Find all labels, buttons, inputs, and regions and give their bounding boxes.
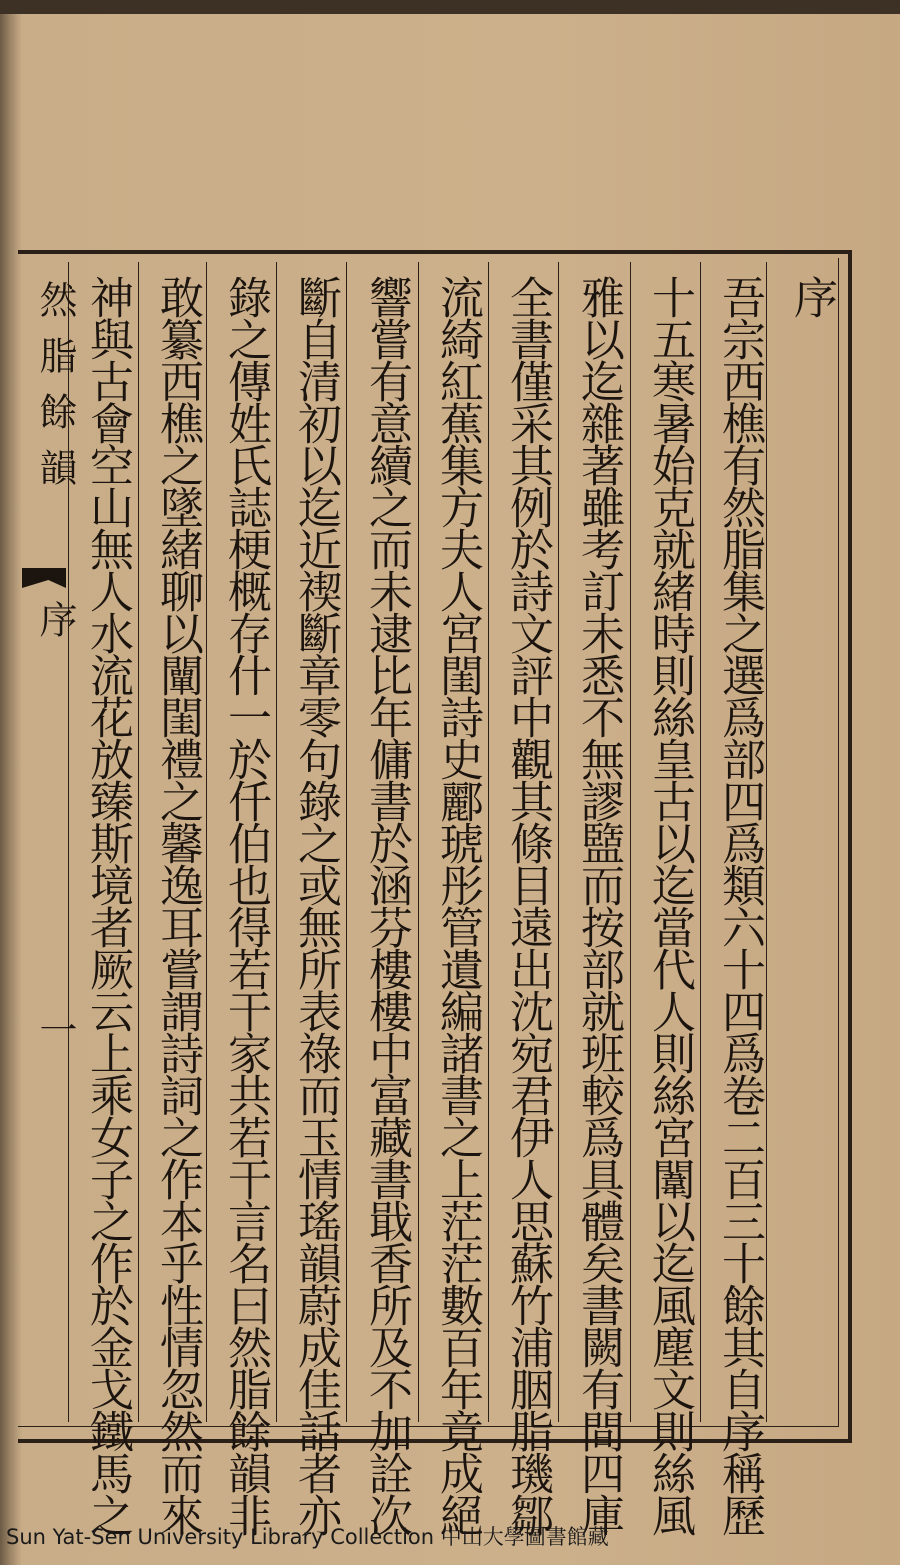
text-column: 神與古會空山無人水流花放臻斯境者厥云上乘女子之作於金戈鐵馬之 [82,275,133,1535]
text-column: 斷自清初以迄近禊斷章零句錄之或無所表祿而玉情瑤韻蔚成佳話者亦 [290,275,341,1535]
top-edge [0,0,900,14]
book-title: 然脂餘韻 [33,280,77,504]
text-column: 十五寒暑始克就緒時則絲皇古以迄當代人則絲宮闈以迄風塵文則絲風 [644,275,695,1535]
text-column: 錄之傳姓氏誌梗概存什一於仟伯也得若干家共若干言名曰然脂餘韻非 [220,275,271,1535]
text-column: 全書僅采其例於詩文評中觀其條目遠出沈宛君伊人思蘇竹浦胭脂璣鄒 [502,275,553,1535]
collection-credit: Sun Yat-Sen University Library Collection 中山大學圖書館藏 [6,1525,609,1549]
text-column: 流綺紅蕉集方夫人宮閨詩史酈琥彤管遺編諸書之上茫茫數百年竟成絕 [432,275,483,1535]
preface-heading: 序 [786,275,837,317]
text-column: 響嘗有意續之而未逮比年傭書於涵芬樓樓中富藏書戢香所及不加詮次 [361,275,412,1535]
text-column: 敢纂西樵之墜緒聊以闡閨禮之馨逸耳嘗謂詩詞之作本乎性情忽然而來 [152,275,203,1535]
text-column: 雅以迄雜著雖考訂未悉不無謬盬而按部就班較爲具體矣書闕有間四庫 [573,275,624,1535]
column-rule [766,262,835,1422]
section-label: 序 [33,600,77,656]
text-column: 吾宗西樵有然脂集之選爲部四爲類六十四爲卷二百三十餘其自序稱歷 [714,275,765,1535]
page-number: 一 [33,1010,77,1066]
